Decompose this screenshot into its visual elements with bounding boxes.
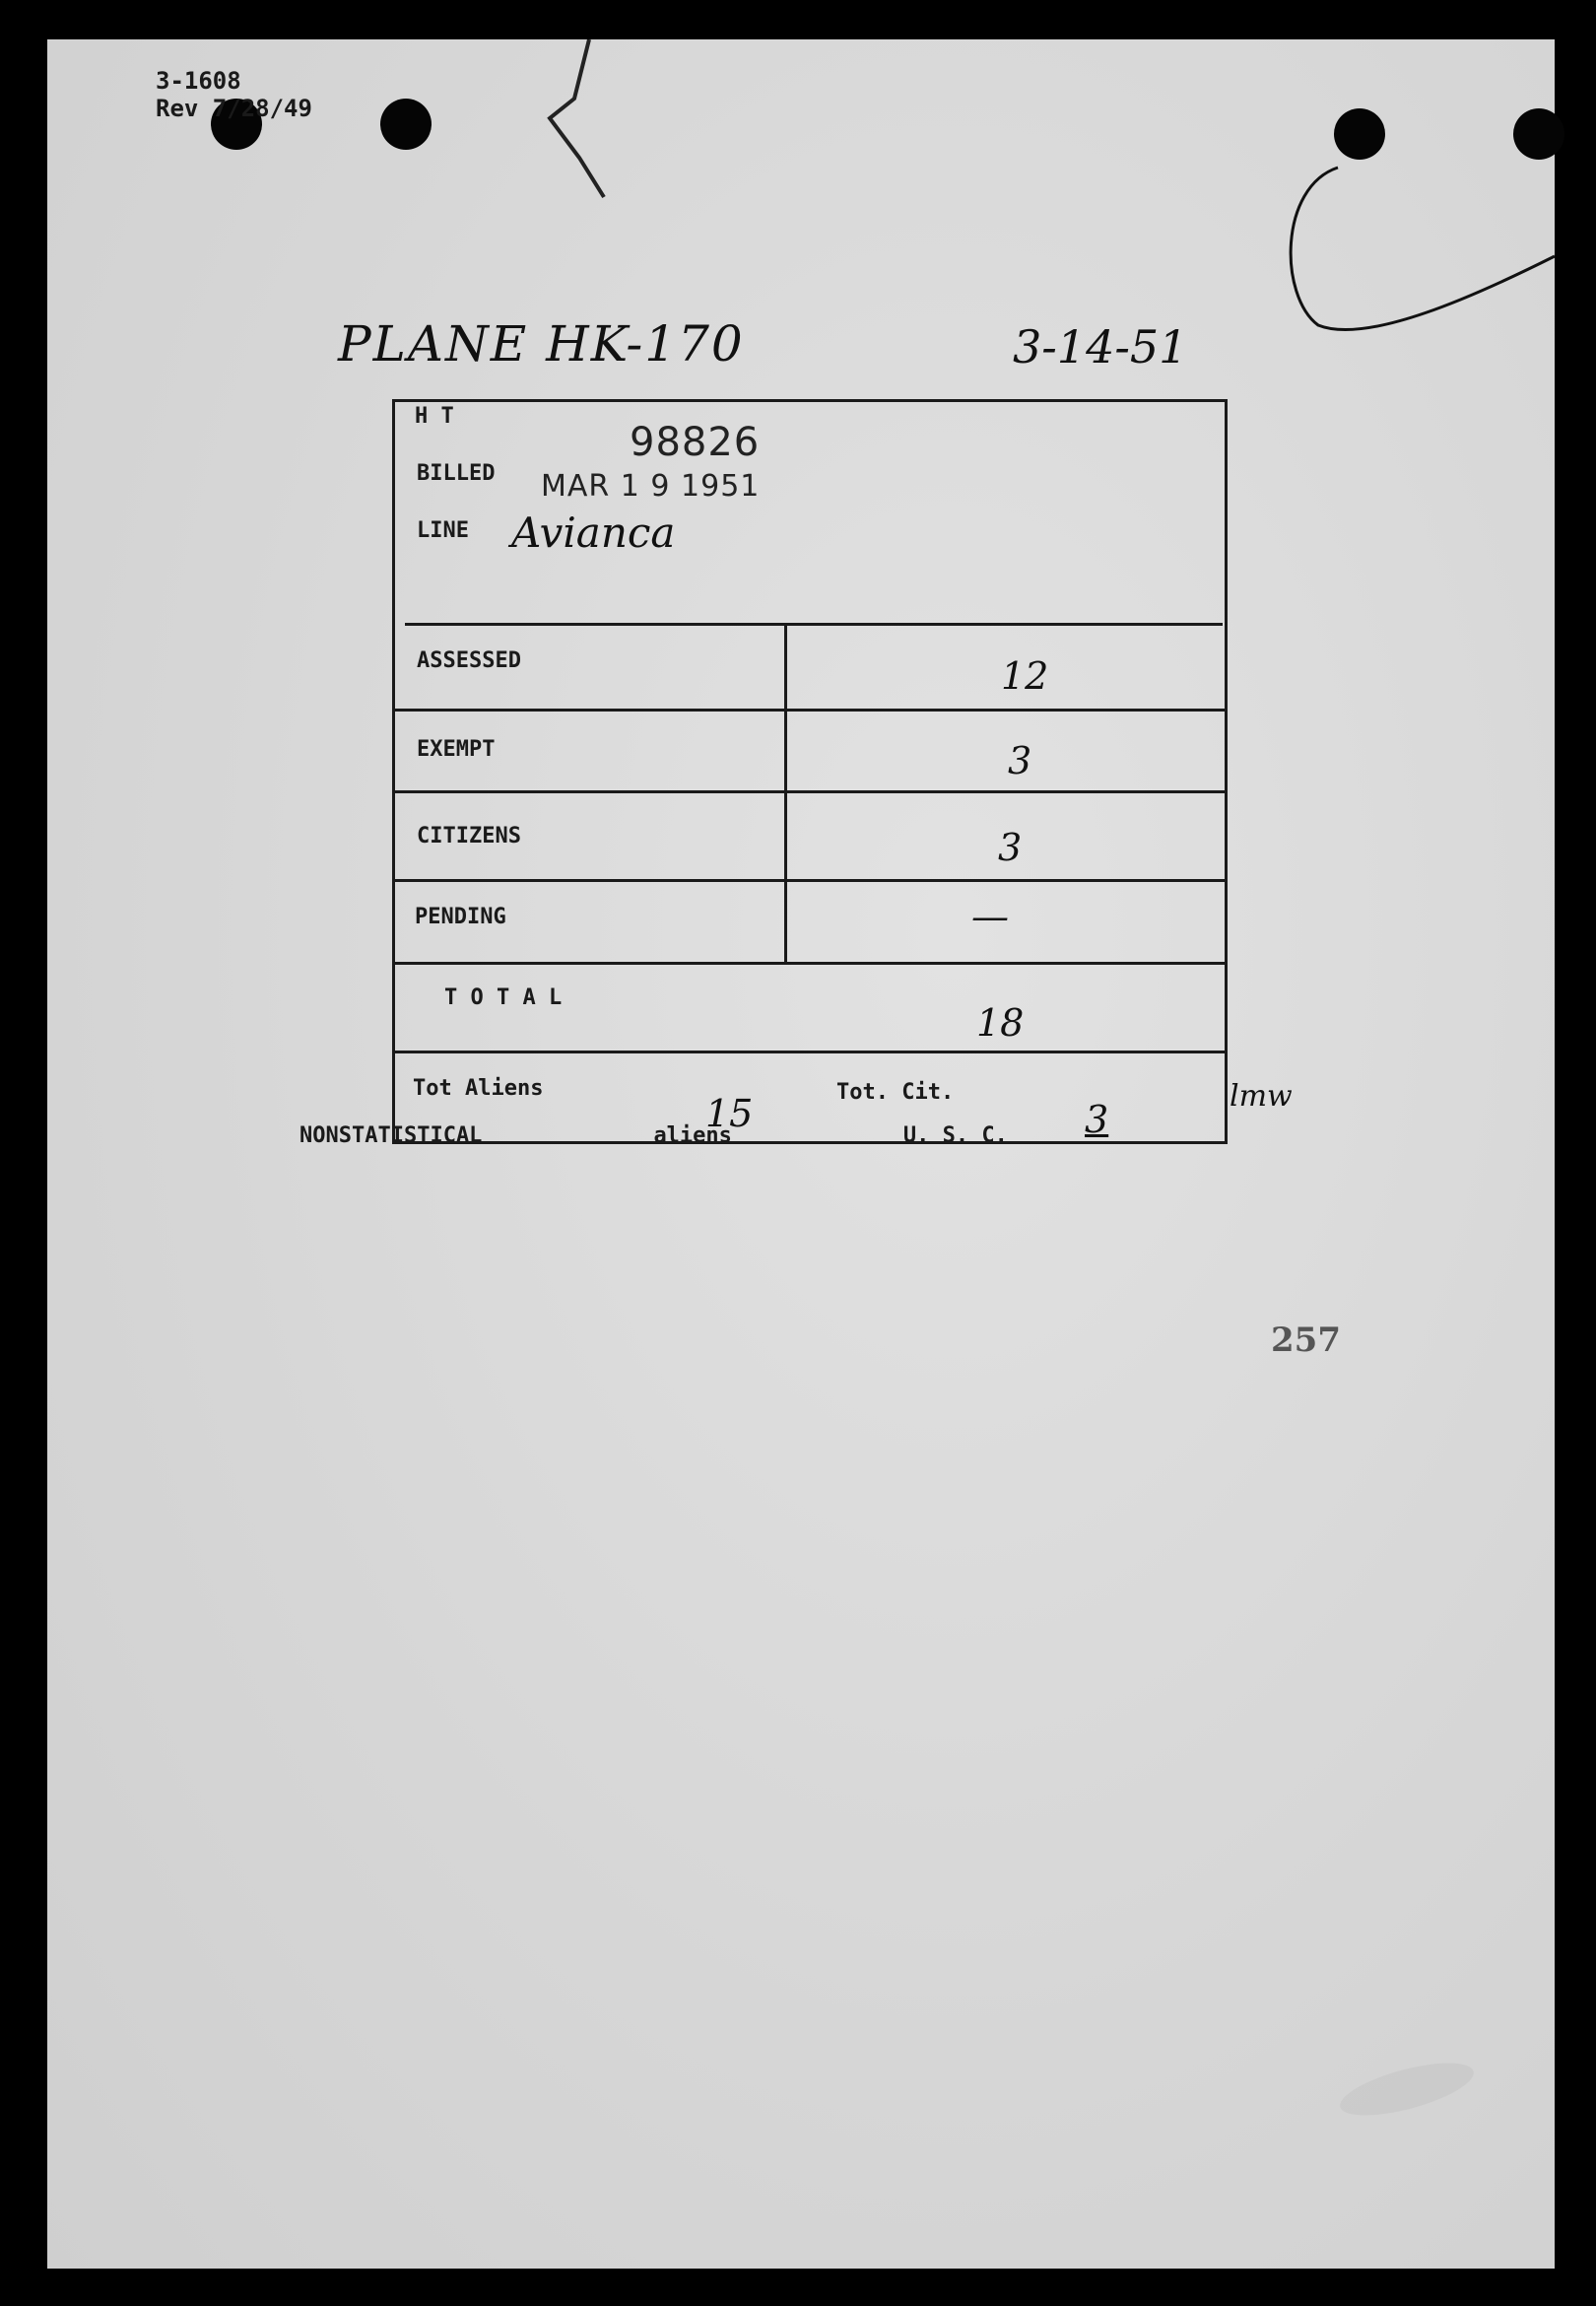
clerk-initials: lmw: [1230, 1079, 1293, 1114]
rule-3: [395, 790, 1228, 793]
billed-date-stamp: MAR 1 9 1951: [541, 469, 761, 504]
tally-form: [392, 399, 1228, 1144]
aliens-label: aliens: [653, 1123, 732, 1148]
pen-mark: [1279, 148, 1564, 374]
rule-6: [395, 1051, 1228, 1053]
rule-5: [395, 962, 1228, 965]
assessed-value: 12: [1001, 654, 1049, 698]
ht-number: 98826: [630, 420, 761, 465]
page-number: 257: [1271, 1321, 1341, 1360]
pending-label: PENDING: [415, 905, 506, 929]
tot-aliens-label: Tot Aliens: [413, 1076, 544, 1101]
usc-label: U. S. C.: [902, 1123, 1008, 1148]
airline-name: Avianca: [511, 509, 676, 557]
staple-mark: [481, 39, 609, 207]
plane-id: PLANE HK-170: [338, 315, 745, 373]
exempt-label: EXEMPT: [417, 737, 496, 762]
ht-label: H T: [415, 404, 454, 429]
tot-cit-label: Tot. Cit.: [836, 1080, 955, 1105]
citizens-value: 3: [998, 826, 1023, 869]
nonstatistical-aliens-blank: [494, 1128, 641, 1144]
punch-hole-left-2: [380, 99, 432, 150]
exempt-value: 3: [1008, 739, 1032, 782]
nonstatistical-label: NONSTATISTICAL: [299, 1123, 483, 1148]
handwritten-date: 3-14-51: [1013, 320, 1188, 373]
form-revision: Rev 7/28/49: [156, 95, 312, 122]
tot-aliens-value: 15: [705, 1092, 754, 1135]
column-divider: [784, 623, 787, 962]
document-page: [47, 39, 1555, 2269]
billed-label: BILLED: [417, 461, 496, 486]
line-label: LINE: [417, 518, 469, 543]
total-label: T O T A L: [444, 985, 563, 1010]
assessed-label: ASSESSED: [417, 648, 521, 673]
rule-4: [395, 879, 1228, 882]
tot-cit-value: 3: [1085, 1098, 1109, 1141]
nonstatistical-line: [299, 1123, 1008, 1148]
rule-2: [395, 709, 1228, 712]
form-number: 3-1608: [156, 67, 241, 95]
citizens-label: CITIZENS: [417, 824, 521, 848]
usc-blank: [744, 1128, 892, 1144]
total-value: 18: [976, 1001, 1025, 1045]
rule-1: [405, 623, 1223, 626]
smudge-mark: [1335, 2053, 1479, 2127]
pending-value: —: [971, 895, 1009, 938]
